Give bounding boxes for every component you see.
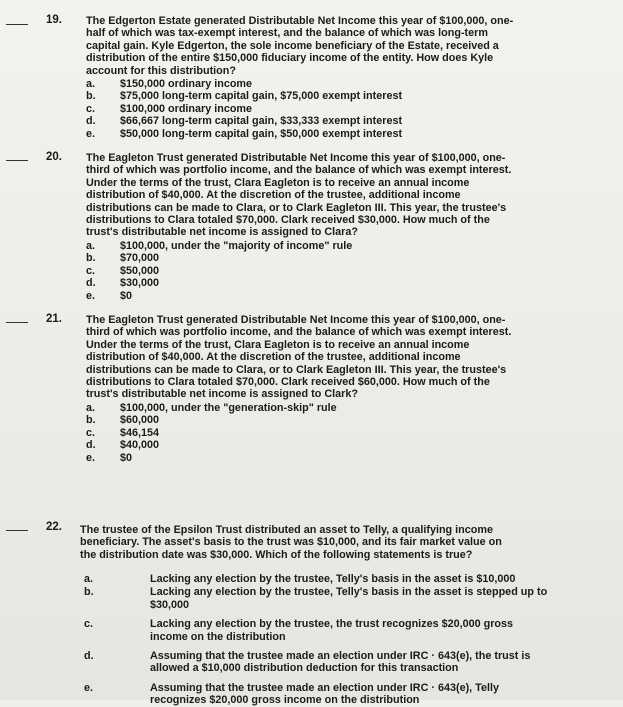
choice-text: Lacking any election by the trustee, the trust recognizes $20,000 gross income on the distribution bbox=[150, 618, 514, 643]
choice-a[interactable] bbox=[84, 573, 524, 585]
choice-letter: e. bbox=[86, 289, 96, 302]
choice-e[interactable] bbox=[86, 452, 526, 464]
choice-c[interactable] bbox=[86, 265, 526, 277]
choice-b[interactable] bbox=[86, 414, 526, 426]
choice-letter: a. bbox=[86, 78, 96, 90]
choice-d[interactable] bbox=[86, 115, 526, 127]
choice-a[interactable] bbox=[86, 78, 526, 90]
choice-letter: b. bbox=[86, 90, 96, 103]
choice-letter: e. bbox=[86, 127, 96, 140]
choice-text: $30,000 bbox=[120, 277, 160, 290]
choice-text: $100,000 ordinary income bbox=[120, 102, 253, 115]
choice-letter: d. bbox=[84, 650, 94, 663]
choice-e[interactable] bbox=[84, 682, 524, 707]
choice-text: $100,000, under the "majority of income" rule bbox=[120, 240, 353, 252]
choice-letter: d. bbox=[86, 115, 96, 128]
choice-letter: c. bbox=[86, 264, 96, 277]
choice-c[interactable] bbox=[86, 427, 526, 439]
choice-list bbox=[86, 78, 526, 140]
choice-c[interactable] bbox=[84, 618, 524, 643]
choice-text: $75,000 long-term capital gain, $75,000 exempt interest bbox=[120, 90, 403, 103]
choice-text: $66,667 long-term capital gain, $33,333 exempt interest bbox=[120, 115, 403, 128]
choice-text: $50,000 bbox=[120, 264, 160, 277]
choice-d[interactable] bbox=[84, 650, 531, 675]
choice-letter: a. bbox=[86, 240, 96, 252]
choice-text: $60,000 bbox=[120, 414, 160, 427]
choice-letter: d. bbox=[86, 439, 96, 452]
question-number: 21. bbox=[46, 313, 62, 325]
answer-blank-20[interactable] bbox=[6, 160, 28, 161]
question-text: The Edgerton Estate generated Distributable Net Income this year of $100,000, one-half of which was tax-exempt interest, and the balance of which was long-term capital gain. Kyle Edgerton, the sole income beneficiary of the Estate, received a distribution of the entire $150,000 fiduciary income of the entity. How does Kyle account for this distribution? bbox=[86, 15, 514, 77]
choice-b[interactable] bbox=[86, 252, 526, 264]
choice-letter: c. bbox=[86, 102, 96, 115]
choice-list bbox=[86, 240, 526, 302]
choice-letter: b. bbox=[84, 586, 94, 599]
question-text: The Eagleton Trust generated Distributable Net Income this year of $100,000, one-third of which was portfolio income, and the balance of which was exempt interest. Under the terms of the trust, Clara Eagleton is to receive an annual income distribution of $40,000. At the discretion of the trustee, additional income distributions can be made to Clara, or to Clark Eagleton III. This year, the trustee's distributions to Clara totaled $70,000. Clark received $30,000. How much of the trust's distributable net income is assigned to Clara? bbox=[86, 152, 512, 239]
question-number: 20. bbox=[46, 151, 62, 163]
choice-letter: b. bbox=[86, 414, 96, 427]
choice-text: Assuming that the trustee made an election under IRC · 643(e), the trust is allowed a $10,000 distribution deduction for this transaction bbox=[150, 650, 531, 675]
choice-letter: d. bbox=[86, 277, 96, 290]
choice-list bbox=[84, 573, 548, 707]
choice-text: $100,000, under the "generation-skip" rule bbox=[120, 402, 337, 414]
choice-letter: a. bbox=[86, 402, 96, 414]
choice-letter: e. bbox=[84, 681, 94, 694]
question-text: The Eagleton Trust generated Distributable Net Income this year of $100,000, one-third of which was portfolio income, and the balance of which was exempt interest. Under the terms of the trust, Clara Eagleton is to receive an annual income distribution of $40,000. At the discretion of the trustee, additional income distributions can be made to Clara, or to Clark Eagleton III. This year, the trustee's distributions to Clara totaled $70,000. Clark received $60,000. How much of the trust's distributable net income is assigned to Clark? bbox=[86, 314, 512, 401]
choice-text: Assuming that the trustee made an election under IRC · 643(e), Telly recognizes $20,000 gross income on the distribution bbox=[150, 681, 499, 707]
choice-a[interactable] bbox=[86, 402, 526, 414]
choice-e[interactable] bbox=[86, 128, 526, 140]
choice-a[interactable] bbox=[86, 240, 526, 252]
question-number: 22. bbox=[46, 521, 62, 533]
choice-text: $0 bbox=[120, 289, 133, 302]
choice-text: $150,000 ordinary income bbox=[120, 78, 253, 90]
choice-e[interactable] bbox=[86, 290, 526, 302]
question-text: The trustee of the Epsilon Trust distributed an asset to Telly, a qualifying income beneficiary. The asset's basis to the trust was $10,000, and its fair market value on the distribution date was $30,000. Which of the following statements is true? bbox=[80, 524, 502, 561]
question-number: 19. bbox=[46, 14, 62, 26]
answer-blank-21[interactable] bbox=[6, 322, 28, 323]
choice-letter: e. bbox=[86, 451, 96, 464]
choice-text: $0 bbox=[120, 451, 133, 464]
choice-letter: c. bbox=[84, 618, 94, 631]
choice-list bbox=[86, 402, 526, 464]
answer-blank-22[interactable] bbox=[6, 530, 28, 531]
choice-text: $50,000 long-term capital gain, $50,000 exempt interest bbox=[120, 127, 403, 140]
choice-letter: a. bbox=[84, 573, 94, 585]
choice-letter: b. bbox=[86, 252, 96, 265]
choice-text: $40,000 bbox=[120, 439, 160, 452]
choice-b[interactable] bbox=[86, 90, 526, 102]
choice-text: Lacking any election by the trustee, Telly's basis in the asset is stepped up to $30,000 bbox=[150, 586, 548, 611]
choice-c[interactable] bbox=[86, 103, 526, 115]
choice-d[interactable] bbox=[86, 277, 526, 289]
choice-b[interactable] bbox=[84, 586, 548, 611]
answer-blank-19[interactable] bbox=[6, 24, 28, 25]
choice-letter: c. bbox=[86, 426, 96, 439]
choice-text: $70,000 bbox=[120, 252, 160, 265]
choice-text: Lacking any election by the trustee, Telly's basis in the asset is $10,000 bbox=[150, 573, 516, 585]
choice-text: $46,154 bbox=[120, 426, 160, 439]
choice-d[interactable] bbox=[86, 439, 526, 451]
